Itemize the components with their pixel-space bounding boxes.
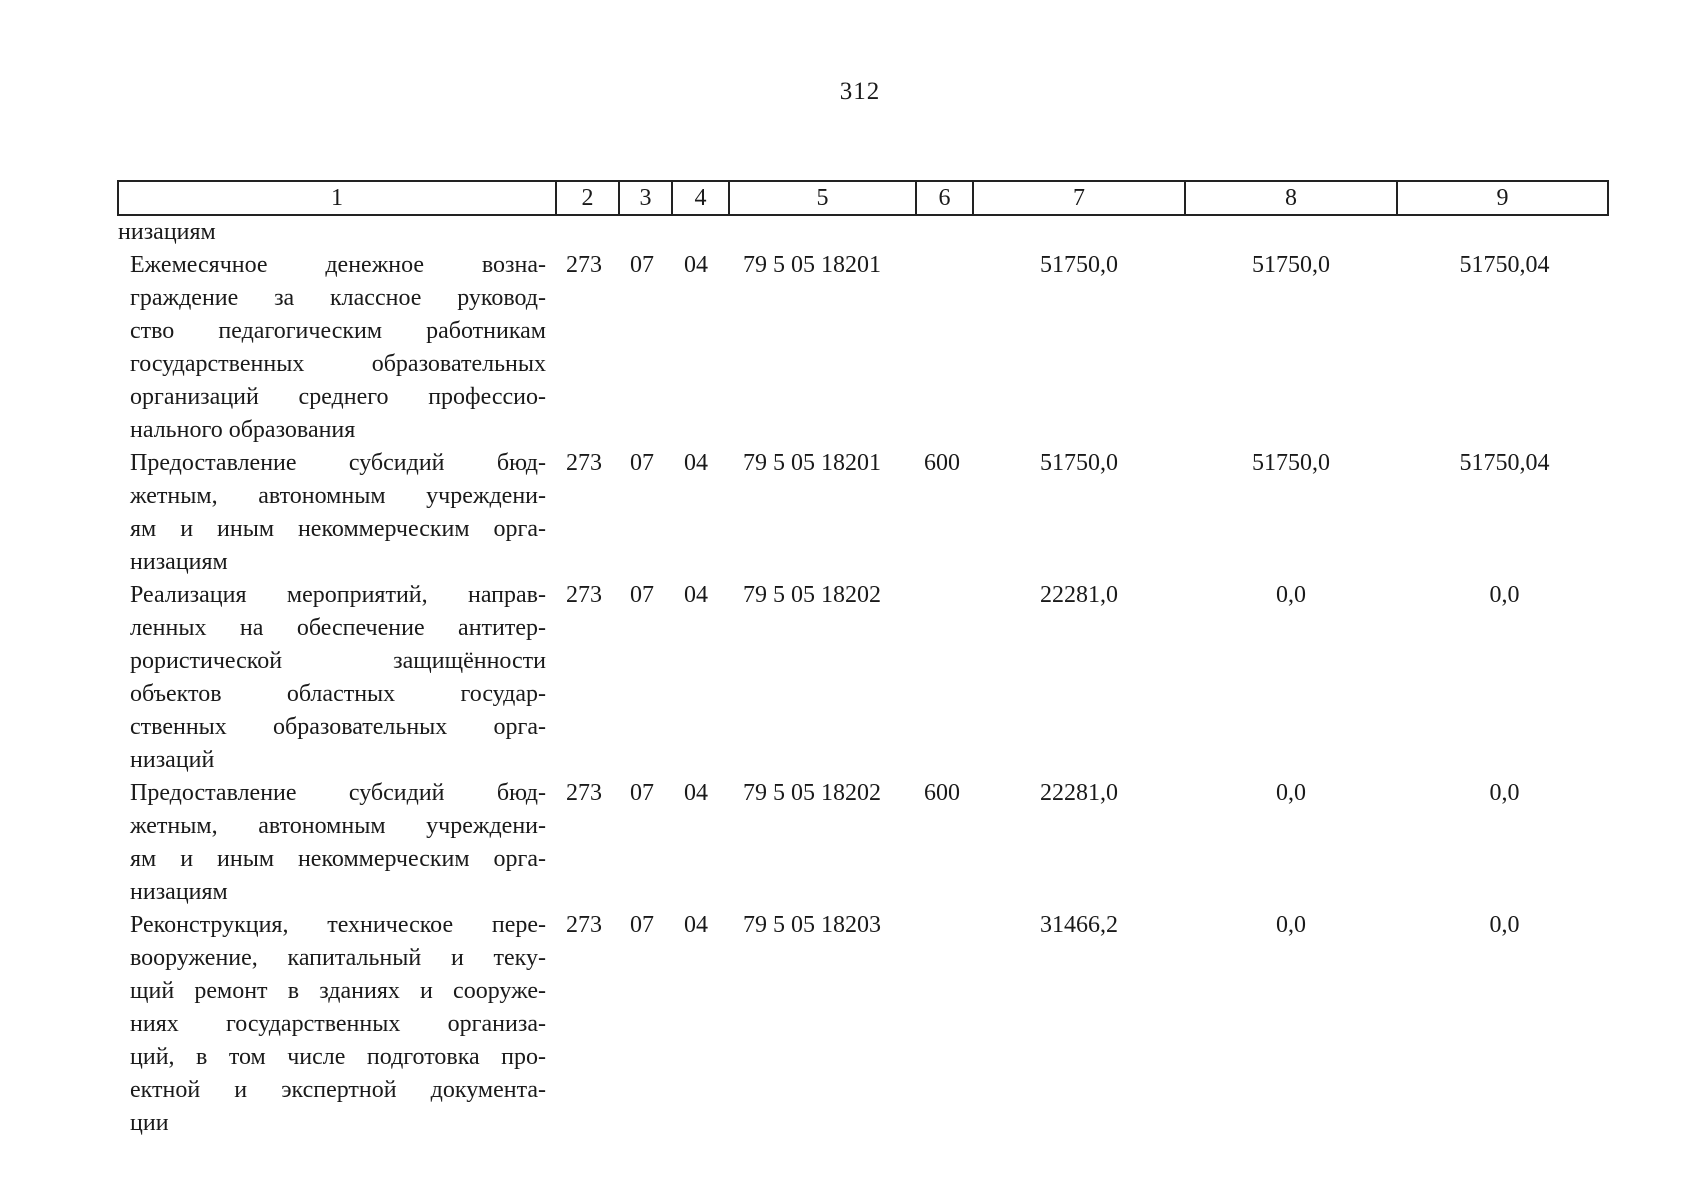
- table-row: [118, 909, 1608, 1140]
- description-line: граждение за классное руковод-: [130, 285, 546, 311]
- row-description: [118, 777, 556, 909]
- col-7-amount: 51750,0: [1040, 252, 1118, 278]
- table-row: [118, 777, 1608, 909]
- page-number: 312: [839, 78, 881, 105]
- description-line: Предоставление субсидий бюд-: [130, 780, 546, 806]
- header-col-3: 3: [619, 181, 672, 215]
- col-5-target-article: 79 5 05 18201: [743, 450, 881, 476]
- col-3-section: 07: [630, 582, 654, 608]
- col-5-target-article: 79 5 05 18203: [743, 912, 881, 938]
- description-line: щий ремонт в зданиях и сооруже-: [130, 978, 546, 1004]
- col-6-expense-type: 600: [924, 450, 960, 476]
- description-line: ниях государственных организа-: [130, 1011, 546, 1037]
- table-row: [118, 249, 1608, 447]
- col-5-target-article: 79 5 05 18201: [743, 252, 881, 278]
- description-line: низациям: [130, 549, 228, 575]
- col-4-subsection: 04: [684, 582, 708, 608]
- row-description: [118, 579, 556, 777]
- budget-table-container: [117, 180, 1607, 1140]
- description-line: ленных на обеспечение антитер-: [130, 615, 546, 641]
- col-7-amount: 31466,2: [1040, 912, 1118, 938]
- description-line: низациям: [130, 879, 228, 905]
- header-col-9: 9: [1397, 181, 1608, 215]
- description-line: ям и иным некоммерческим орга-: [130, 846, 546, 872]
- col-2-code: 273: [566, 780, 602, 806]
- description-line: ство педагогическим работникам: [130, 318, 546, 344]
- header-col-8: 8: [1185, 181, 1397, 215]
- col-9-amount: 0,0: [1489, 912, 1520, 938]
- col-3-section: 07: [630, 450, 654, 476]
- description-line: государственных образовательных: [130, 351, 546, 377]
- description-line: ций, в том числе подготовка про-: [130, 1044, 546, 1070]
- description-line: Предоставление субсидий бюд-: [130, 450, 546, 476]
- col-7-amount: 51750,0: [1040, 450, 1118, 476]
- description-line: жетным, автономным учреждени-: [130, 813, 546, 839]
- col-6-expense-type: [916, 909, 973, 1140]
- col-4-subsection: 04: [684, 450, 708, 476]
- col-2-code: 273: [566, 582, 602, 608]
- header-col-6: 6: [916, 181, 973, 215]
- col-4-subsection: 04: [684, 912, 708, 938]
- header-col-4: 4: [672, 181, 729, 215]
- col-8-amount: 0,0: [1276, 912, 1306, 938]
- header-col-1: 1: [118, 181, 556, 215]
- row-description: [118, 909, 556, 1140]
- table-row: [118, 447, 1608, 579]
- description-line: жетным, автономным учреждени-: [130, 483, 546, 509]
- description-line: ственных образовательных орга-: [130, 714, 546, 740]
- col-5-target-article: 79 5 05 18202: [743, 582, 881, 608]
- description-line: низаций: [130, 747, 215, 773]
- col-3-section: 07: [630, 252, 654, 278]
- description-line: ям и иным некоммерческим орга-: [130, 516, 546, 542]
- header-row: [118, 181, 1608, 215]
- row-description: [118, 447, 556, 579]
- header-col-7: 7: [973, 181, 1185, 215]
- description-line: объектов областных государ-: [130, 681, 546, 707]
- description-line: ции: [130, 1110, 169, 1136]
- header-col-2: 2: [556, 181, 619, 215]
- description-line: нального образования: [130, 417, 356, 443]
- header-col-5: 5: [729, 181, 916, 215]
- col-9-amount: 51750,04: [1459, 450, 1550, 476]
- table-row: [118, 579, 1608, 777]
- continuation-row: [118, 215, 1608, 249]
- col-3-section: 07: [630, 780, 654, 806]
- col-9-amount: 0,0: [1489, 582, 1520, 608]
- col-4-subsection: 04: [684, 780, 708, 806]
- col-8-amount: 0,0: [1276, 582, 1306, 608]
- description-line: Реализация мероприятий, направ-: [130, 582, 546, 608]
- continuation-text: низациям: [118, 219, 216, 245]
- col-7-amount: 22281,0: [1040, 582, 1118, 608]
- description-line: Реконструкция, техническое пере-: [130, 912, 546, 938]
- row-description: [118, 249, 556, 447]
- col-5-target-article: 79 5 05 18202: [743, 780, 881, 806]
- col-3-section: 07: [630, 912, 654, 938]
- col-8-amount: 51750,0: [1252, 252, 1330, 278]
- description-line: организаций среднего профессио-: [130, 384, 546, 410]
- col-2-code: 273: [566, 912, 602, 938]
- description-line: вооружение, капитальный и теку-: [130, 945, 546, 971]
- description-line: Ежемесячное денежное возна-: [130, 252, 546, 278]
- table-body: [118, 215, 1608, 1140]
- table-header: [118, 181, 1608, 215]
- col-2-code: 273: [566, 450, 602, 476]
- col-6-expense-type: 600: [924, 780, 960, 806]
- col-4-subsection: 04: [684, 252, 708, 278]
- col-8-amount: 0,0: [1276, 780, 1306, 806]
- description-line: рористической защищённости: [130, 648, 546, 674]
- col-9-amount: 51750,04: [1459, 252, 1550, 278]
- budget-table: [117, 180, 1609, 1140]
- col-2-code: 273: [566, 252, 602, 278]
- col-6-expense-type: [916, 249, 973, 447]
- col-8-amount: 51750,0: [1252, 450, 1330, 476]
- col-9-amount: 0,0: [1489, 780, 1520, 806]
- col-7-amount: 22281,0: [1040, 780, 1118, 806]
- description-line: ектной и экспертной документа-: [130, 1077, 546, 1103]
- col-6-expense-type: [916, 579, 973, 777]
